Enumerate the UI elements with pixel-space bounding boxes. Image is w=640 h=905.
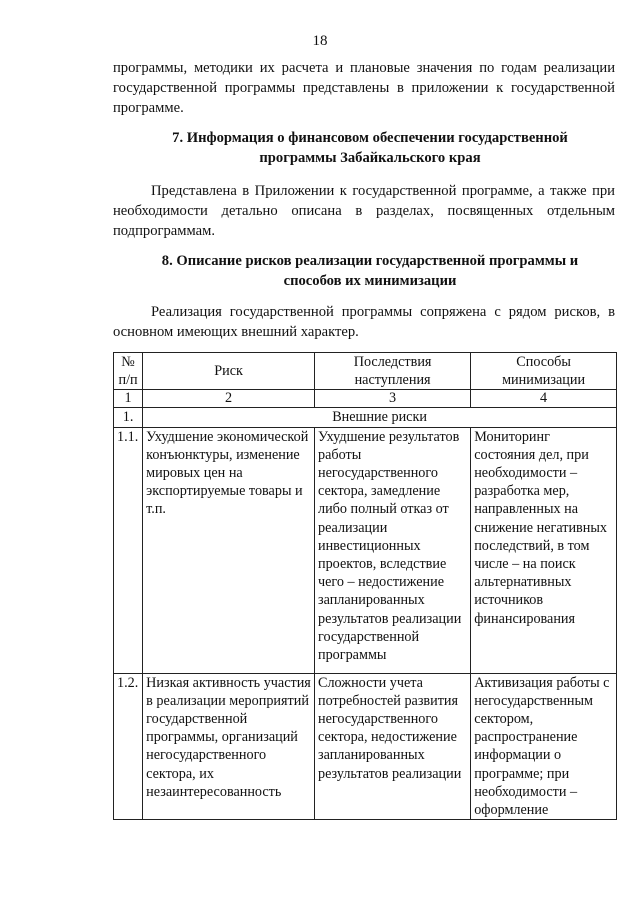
row-num: 1.2.: [114, 673, 143, 820]
section-row-external-risks: [114, 408, 617, 427]
header-mitigation: Способы минимизации: [471, 353, 617, 390]
section-7-heading-line2: программы Забайкальского края: [259, 150, 481, 166]
header-consequences: Последствия наступления: [314, 353, 470, 390]
section-row-num: 1.: [114, 408, 143, 427]
table-row: [114, 427, 617, 673]
section-row-title: Внешние риски: [143, 408, 617, 427]
row-consequences: Ухудшение результатов работы негосударственного сектора, замедление либо полный отказ от реализации инвестиционных проектов, вследствие чего – недостижение запланированных результатов реализации государственной программы: [314, 427, 470, 673]
row-consequences: Сложности учета потребностей развития негосударственного сектора, недостижение запланированных результатов реализации: [314, 673, 470, 820]
section-8-heading: [130, 251, 610, 291]
risk-table: [113, 352, 617, 820]
row-num: 1.1.: [114, 427, 143, 673]
column-number-1: 1: [114, 390, 143, 408]
header-num: № п/п: [114, 353, 143, 390]
column-number-row: [114, 390, 617, 408]
column-number-3: 3: [314, 390, 470, 408]
row-risk: Низкая активность участия в реализации мероприятий государственной программы, организаций негосударственного сектора, их незаинтересованность: [143, 673, 315, 820]
section-8-heading-line1: 8. Описание рисков реализации государственной программы и: [161, 253, 579, 269]
section-8-text: Реализация государственной программы сопряжена с рядом рисков, в основном имеющих внешний характер.: [113, 304, 615, 340]
row-risk: Ухудшение экономической конъюнктуры, изменение мировых цен на экспортируемые товары и т.п.: [143, 427, 315, 673]
table-header-row: [114, 353, 617, 390]
row-mitigation: Мониторинг состояния дел, при необходимости – разработка мер, направленных на снижение негативных последствий, в том числе – на поиск альтернативных источников финансирования: [471, 427, 617, 673]
row-mitigation: Активизация работы с негосударственным сектором, распространение информации о программе; при необходимости – оформление: [471, 673, 617, 820]
page-number: 18: [312, 33, 328, 49]
table-row: [114, 673, 617, 820]
section-7-heading-line1: 7. Информация о финансовом обеспечении государственной: [172, 130, 568, 146]
intro-paragraph: программы, методики их расчета и плановые значения по годам реализации государственной программы представлены в приложении к государственной программе.: [113, 60, 615, 116]
section-7-text: Представлена в Приложении к государственной программе, а также при необходимости детально описана в разделах, посвященных отдельным подпрограммам.: [113, 183, 615, 239]
column-number-4: 4: [471, 390, 617, 408]
column-number-2: 2: [143, 390, 315, 408]
section-8-heading-line2: способов их минимизации: [283, 273, 457, 289]
header-risk: Риск: [143, 353, 315, 390]
section-7-heading: [130, 128, 610, 168]
